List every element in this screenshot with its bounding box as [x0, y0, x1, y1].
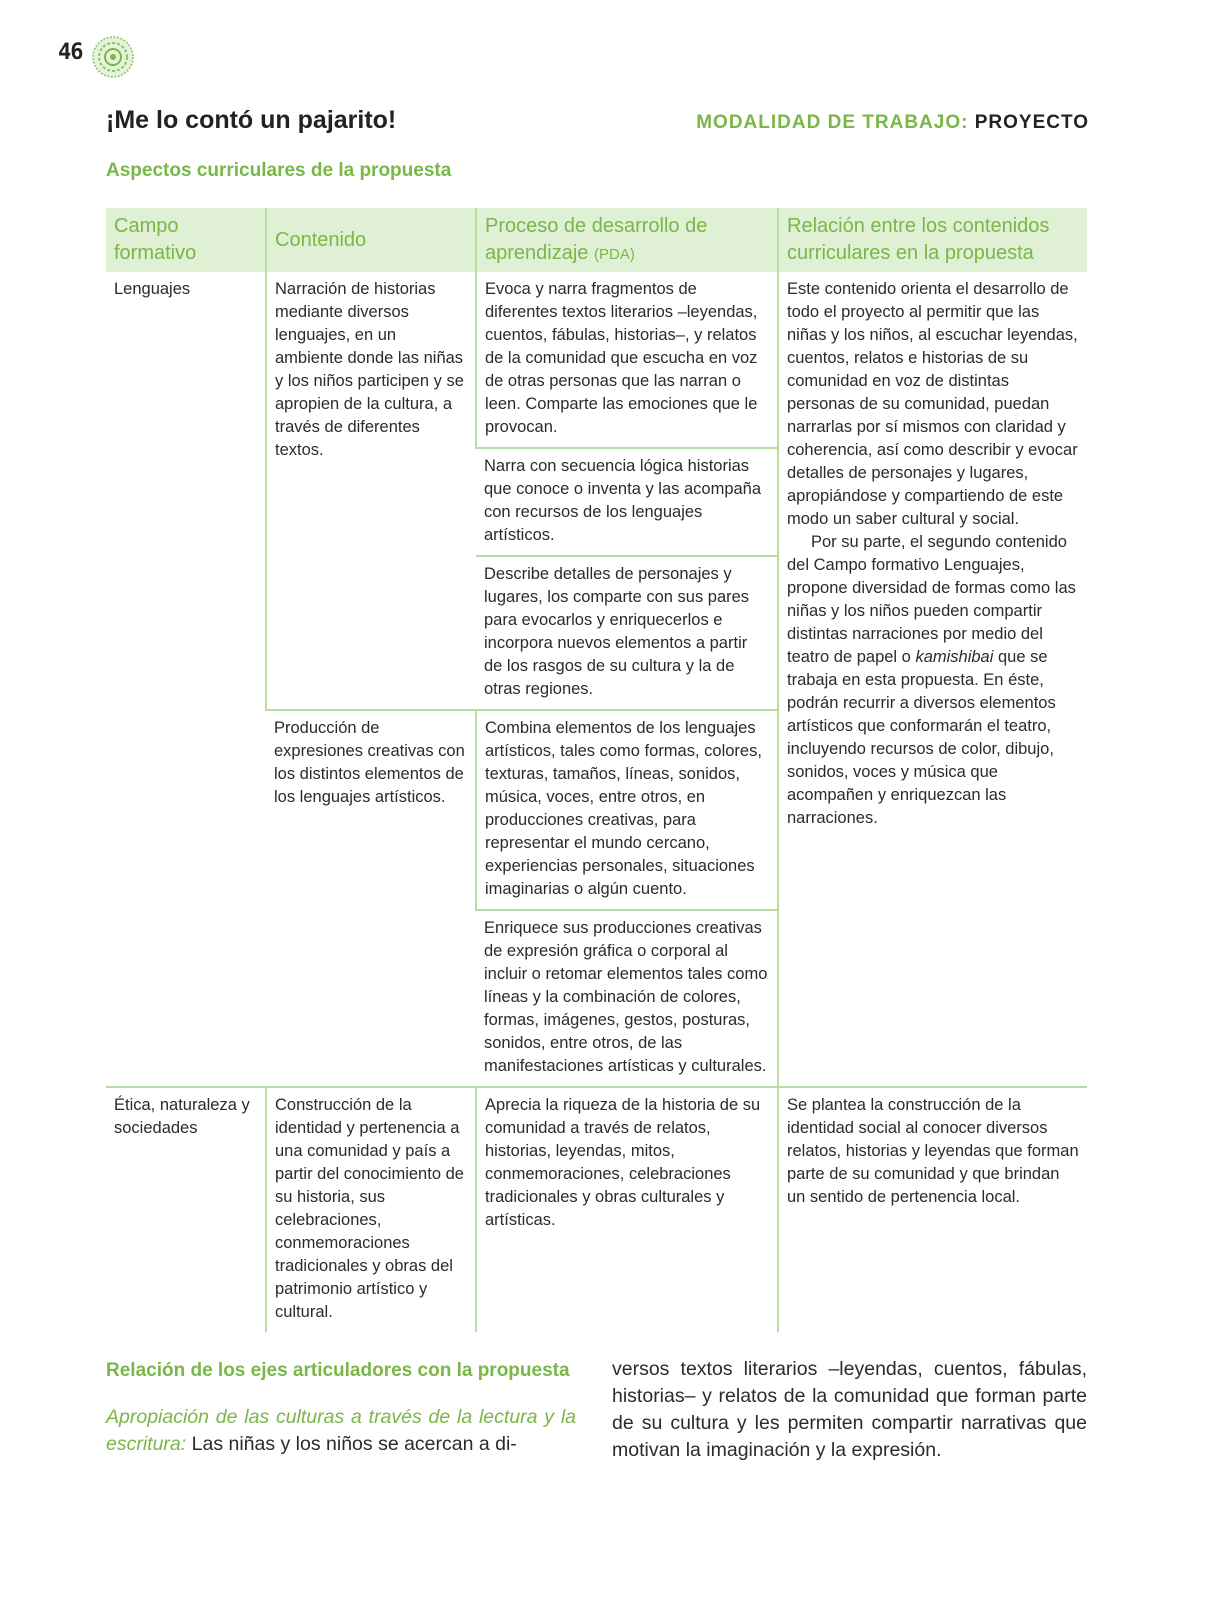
table-row [106, 1087, 1087, 1332]
cell-pda-evoca: Evoca y narra fragmentos de diferentes textos literarios –leyendas, cuentos, fábulas, historias–, y relatos de la comunidad que escucha en voz de otras personas que las narran o leen. Comparte las emociones que le provocan. [476, 272, 778, 448]
table-header-row [106, 208, 1087, 272]
modalidad-label [696, 112, 1089, 134]
cell-contenido-narracion: Narración de historias mediante diversos lenguajes, en un ambiente donde las niñas y los niños participen y se apropien de la cultura, a través de diferentes textos. [266, 272, 476, 710]
cell-relacion-lenguajes [778, 272, 1087, 1087]
curricular-table [106, 208, 1087, 1332]
relacion-paragraph-1: Este contenido orienta el desarrollo de todo el proyecto al permitir que las niñas y los niños, al escuchar leyendas, cuentos, relatos e historias de su comunidad en voz de distintas personas de su comunidad, puedan narrarlas por sí mismos con claridad y coherencia, así como describir y evocar detalles de personajes y lugares, apropiándose y compartiendo de este modo un saber cultural y social. [787, 280, 1078, 528]
cell-pda-enriquece: Enriquece sus producciones creativas de expresión gráfica o corporal al incluir o retomar elementos tales como líneas y la combinación de colores, formas, imágenes, gestos, posturas, sonidos, entre otros, de las manifestaciones artísticas y culturales. [476, 910, 778, 1087]
cell-contenido-produccion: Producción de expresiones creativas con los distintos elementos de los lenguajes artísticos. [266, 710, 476, 1087]
table-row [106, 272, 1087, 448]
modalidad-value: PROYECTO [974, 112, 1089, 133]
relacion-paragraph-2 [787, 531, 1079, 830]
ejes-heading: Relación de los ejes articuladores con la propuesta [106, 1360, 570, 1381]
eje-name: Apropiación de las culturas a través de la lectura y la escritura: [106, 1406, 576, 1455]
ejes-paragraph-start [106, 1404, 576, 1458]
page-title: ¡Me lo contó un pajarito! [106, 106, 397, 134]
ejes-section-left [106, 1360, 576, 1458]
cell-campo-lenguajes: Lenguajes [106, 272, 266, 1087]
page-number: 46 [58, 40, 83, 65]
cell-relacion-etica: Se plantea la construcción de la identidad social al conocer diversos relatos, historias y leyendas que forman parte de su comunidad y que brindan un sentido de pertenencia local. [778, 1087, 1087, 1332]
header-pda-text: Proceso de desarrollo de aprendizaje [485, 214, 708, 264]
cell-campo-etica: Ética, naturaleza y sociedades [114, 1096, 250, 1137]
header-pda [476, 208, 778, 272]
modalidad-key: MODALIDAD DE TRABAJO: [696, 112, 969, 133]
spiral-emblem-icon [92, 36, 134, 78]
header-campo: Campo formativo [106, 208, 266, 272]
header-relacion: Relación entre los contenidos curriculares en la propuesta [778, 208, 1087, 272]
cell-pda-describe: Describe detalles de personajes y lugares, los comparte con sus pares para evocarlos y enriquecerlos e incorpora nuevos elementos a partir de los rasgos de su cultura y la de otras regiones. [476, 556, 778, 710]
section-subtitle: Aspectos curriculares de la propuesta [106, 160, 452, 181]
cell-pda-combina: Combina elementos de los lenguajes artísticos, tales como formas, colores, texturas, tamaños, líneas, sonidos, música, voces, entre otros, en producciones creativas, para representar el mundo cercano, experiencias personales, situaciones imaginarias o algún cuento. [476, 710, 778, 910]
ejes-text-part2: versos textos literarios –leyendas, cuentos, fábulas, historias– y relatos de la comunidad que forman parte de su cultura y les permiten compartir narrativas que motivan la imaginación y la expresión. [612, 1358, 1087, 1461]
ejes-text-part1: Las niñas y los niños se acercan a di- [191, 1433, 517, 1455]
ejes-section-right [612, 1356, 1087, 1464]
relacion-p2-start: Por su parte, el segundo contenido del Campo formativo Lenguajes, propone diversidad de formas como las niñas y los niños pueden compartir distintas narraciones por medio del teatro de papel o [787, 533, 1076, 666]
cell-pda-narra: Narra con secuencia lógica historias que conoce o inventa y las acompaña con recursos de los lenguajes artísticos. [476, 448, 778, 556]
cell-pda-aprecia: Aprecia la riqueza de la historia de su comunidad a través de relatos, historias, leyendas, mitos, conmemoraciones, celebraciones tradicionales y obras culturales y artísticas. [476, 1087, 778, 1332]
header-contenido: Contenido [266, 208, 476, 272]
cell-contenido-identidad: Construcción de la identidad y pertenencia a una comunidad y país a partir del conocimiento de su historia, sus celebraciones, conmemoraciones tradicionales y obras del patrimonio artístico y cultural. [266, 1087, 476, 1332]
relacion-p2-end: que se trabaja en esta propuesta. En éste, podrán recurrir a diversos elementos artísticos que conformarán el teatro, incluyendo recursos de color, dibujo, sonidos, voces y música que acompañen y enriquezcan las narraciones. [787, 648, 1056, 827]
header-pda-abbr: (PDA) [593, 245, 635, 263]
relacion-p2-italic: kamishibai [915, 648, 994, 666]
